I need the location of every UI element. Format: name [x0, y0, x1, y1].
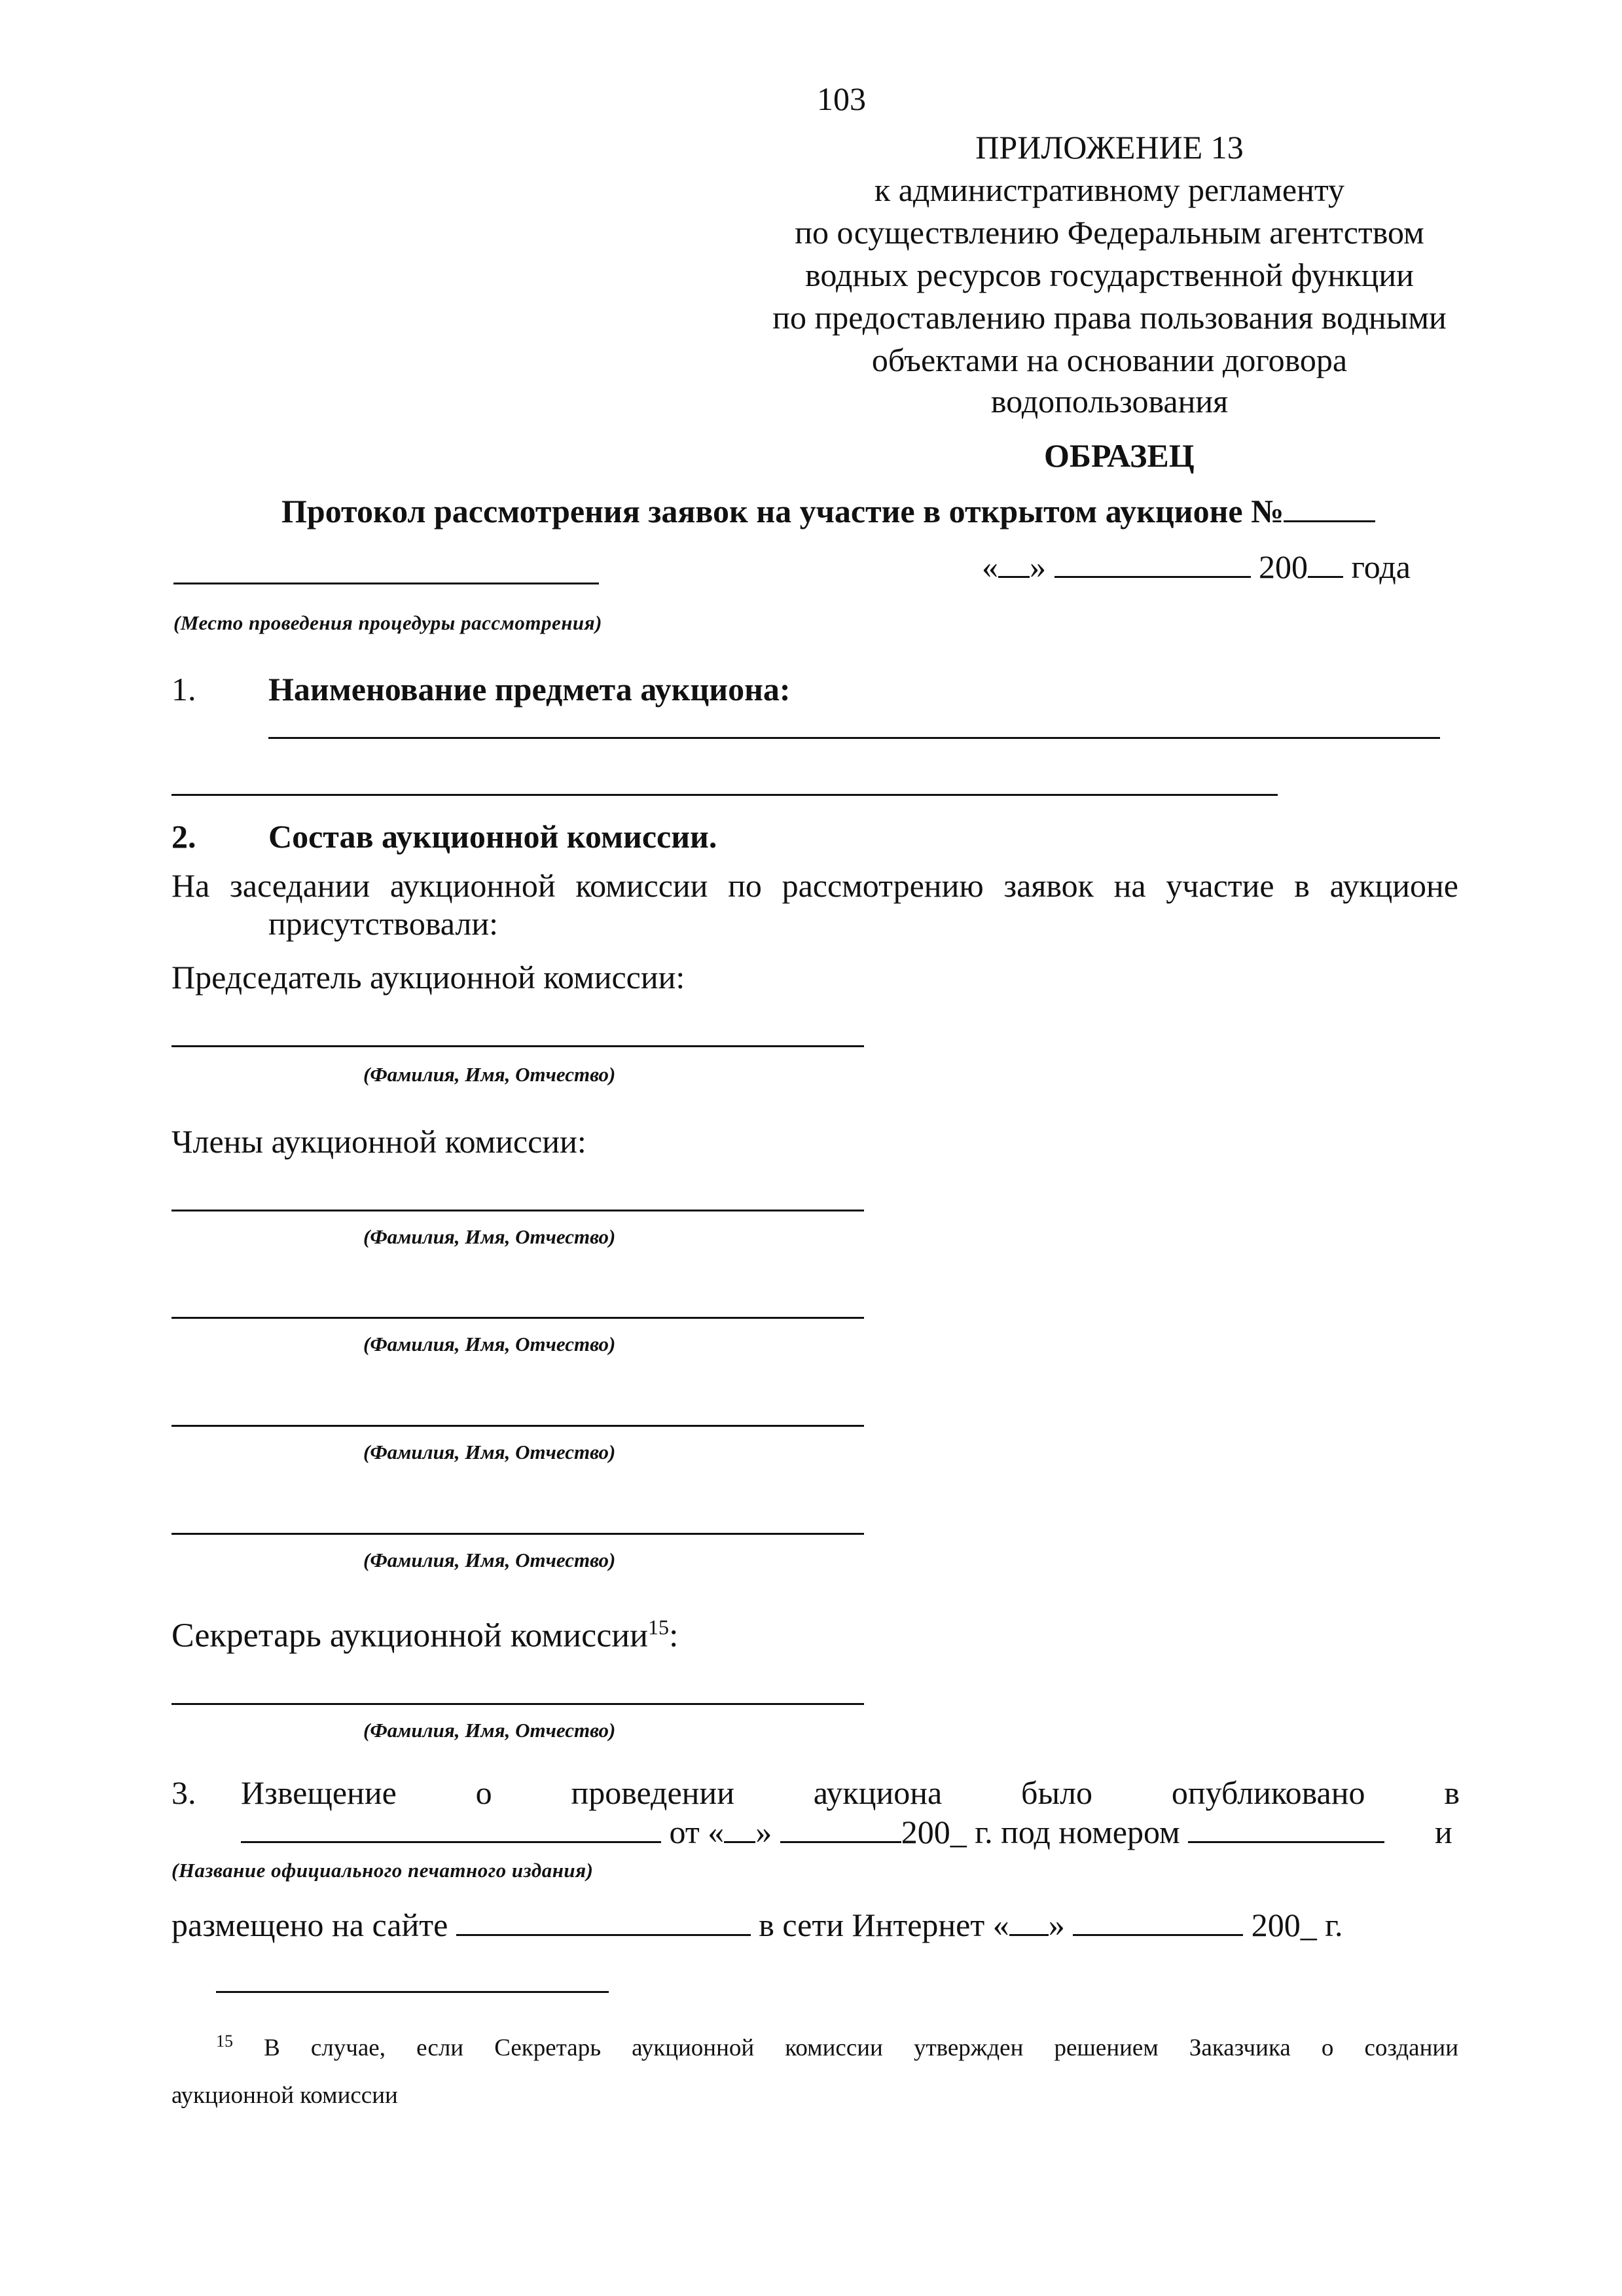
section3-year: 200_ г. под номером: [901, 1814, 1180, 1850]
site-day-field[interactable]: [1009, 1905, 1049, 1936]
section3-line1: [241, 1772, 1460, 1813]
member-2-signature-line[interactable]: [171, 1317, 864, 1319]
subject-field-2[interactable]: [171, 794, 1278, 796]
section3-from: от «: [669, 1814, 725, 1850]
date-year-field[interactable]: [1308, 547, 1343, 578]
section2-title: Состав аукционной комиссии.: [268, 818, 717, 855]
section3-word-6: опубликовано: [1171, 1774, 1365, 1811]
footnote-text: В случае, если Секретарь аукционной комиссии утвержден решением Заказчика о создании: [264, 2034, 1459, 2062]
site-name-field[interactable]: [456, 1905, 751, 1936]
member-1-fio-caption: (Фамилия, Имя, Отчество): [363, 1225, 616, 1248]
site-internet: в сети Интернет «: [759, 1907, 1009, 1943]
edition-caption: (Название официального печатного издания): [171, 1859, 594, 1882]
footnote-cont: аукционной комиссии: [171, 2082, 398, 2109]
sample-label: ОБРАЗЕЦ: [1044, 437, 1195, 474]
section3-number: 3.: [171, 1774, 196, 1811]
section3-word-1: Извещение: [241, 1774, 397, 1811]
appendix-line-3: водных ресурсов государственной функции: [805, 257, 1414, 293]
appendix-line-4: по предоставлению права пользования водными: [772, 299, 1447, 336]
date-year-prefix: 200: [1259, 548, 1308, 585]
appendix-line-2: по осуществлению Федеральным агентством: [795, 214, 1424, 251]
section3-and: и: [1435, 1814, 1452, 1850]
chairman-fio-caption: (Фамилия, Имя, Отчество): [363, 1063, 616, 1086]
secretary-footnote-ref[interactable]: 15: [647, 1615, 669, 1639]
section3-line2: [241, 1812, 1384, 1852]
protocol-number-field[interactable]: [1284, 492, 1375, 522]
secretary-label-text: Секретарь аукционной комиссии: [171, 1617, 648, 1655]
chairman-label: Председатель аукционной комиссии:: [171, 959, 685, 996]
section3-word-4: аукциона: [813, 1774, 943, 1811]
date-day-field[interactable]: [998, 547, 1030, 578]
section3-word-3: проведении: [571, 1774, 734, 1811]
edition-month-field[interactable]: [780, 1812, 901, 1843]
member-3-fio-caption: (Фамилия, Имя, Отчество): [363, 1441, 616, 1463]
page-number: 103: [817, 81, 866, 117]
date-year-suffix: года: [1351, 548, 1411, 585]
edition-day-field[interactable]: [724, 1812, 755, 1843]
site-prefix: размещено на сайте: [171, 1907, 448, 1943]
member-4-signature-line[interactable]: [171, 1533, 864, 1535]
protocol-title: [281, 491, 1375, 531]
section2-intro: На заседании аукционной комиссии по рассмотрению заявок на участие в аукционе: [171, 867, 1458, 904]
chairman-signature-line[interactable]: [171, 1045, 864, 1047]
section3-word-5: было: [1021, 1774, 1093, 1811]
date-close-quote: »: [1030, 548, 1046, 585]
date-open-quote: «: [982, 548, 998, 585]
member-2-fio-caption: (Фамилия, Имя, Отчество): [363, 1333, 616, 1355]
section1-title: Наименование предмета аукциона:: [268, 671, 791, 708]
date-month-field[interactable]: [1054, 547, 1251, 578]
appendix-title: ПРИЛОЖЕНИЕ 13: [975, 129, 1244, 166]
edition-number-field[interactable]: [1188, 1812, 1384, 1843]
footnote-separator: [216, 1991, 609, 1993]
section2-intro-cont: присутствовали:: [268, 905, 499, 942]
site-line: [171, 1905, 1343, 1945]
edition-name-field[interactable]: [241, 1812, 661, 1843]
secretary-fio-caption: (Фамилия, Имя, Отчество): [363, 1719, 616, 1742]
site-year: 200_ г.: [1251, 1907, 1343, 1943]
site-close-quote: »: [1048, 1907, 1065, 1943]
section1-number: 1.: [171, 671, 196, 708]
secretary-colon: :: [668, 1617, 679, 1655]
protocol-title-text: Протокол рассмотрения заявок на участие в открытом аукционе №: [281, 493, 1284, 529]
appendix-line-6: водопользования: [990, 383, 1229, 420]
secretary-signature-line[interactable]: [171, 1703, 864, 1705]
date-line: [982, 547, 1411, 587]
secretary-label: [171, 1607, 678, 1656]
member-3-signature-line[interactable]: [171, 1425, 864, 1427]
place-field[interactable]: [173, 583, 599, 584]
member-4-fio-caption: (Фамилия, Имя, Отчество): [363, 1549, 616, 1571]
place-caption: (Место проведения процедуры рассмотрения): [173, 611, 602, 634]
footnote-number: 15: [216, 2032, 233, 2051]
appendix-line-1: к административному регламенту: [874, 171, 1345, 208]
section2-number: 2.: [171, 818, 196, 855]
site-month-field[interactable]: [1073, 1905, 1243, 1936]
section3-close-quote: »: [755, 1814, 772, 1850]
section3-word-2: о: [475, 1774, 492, 1811]
section3-word-7: в: [1444, 1774, 1460, 1811]
members-label: Члены аукционной комиссии:: [171, 1123, 586, 1160]
subject-field-1[interactable]: [268, 737, 1440, 739]
appendix-line-5: объектами на основании договора: [871, 342, 1348, 378]
member-1-signature-line[interactable]: [171, 1210, 864, 1211]
footnote: [216, 2018, 1458, 2072]
